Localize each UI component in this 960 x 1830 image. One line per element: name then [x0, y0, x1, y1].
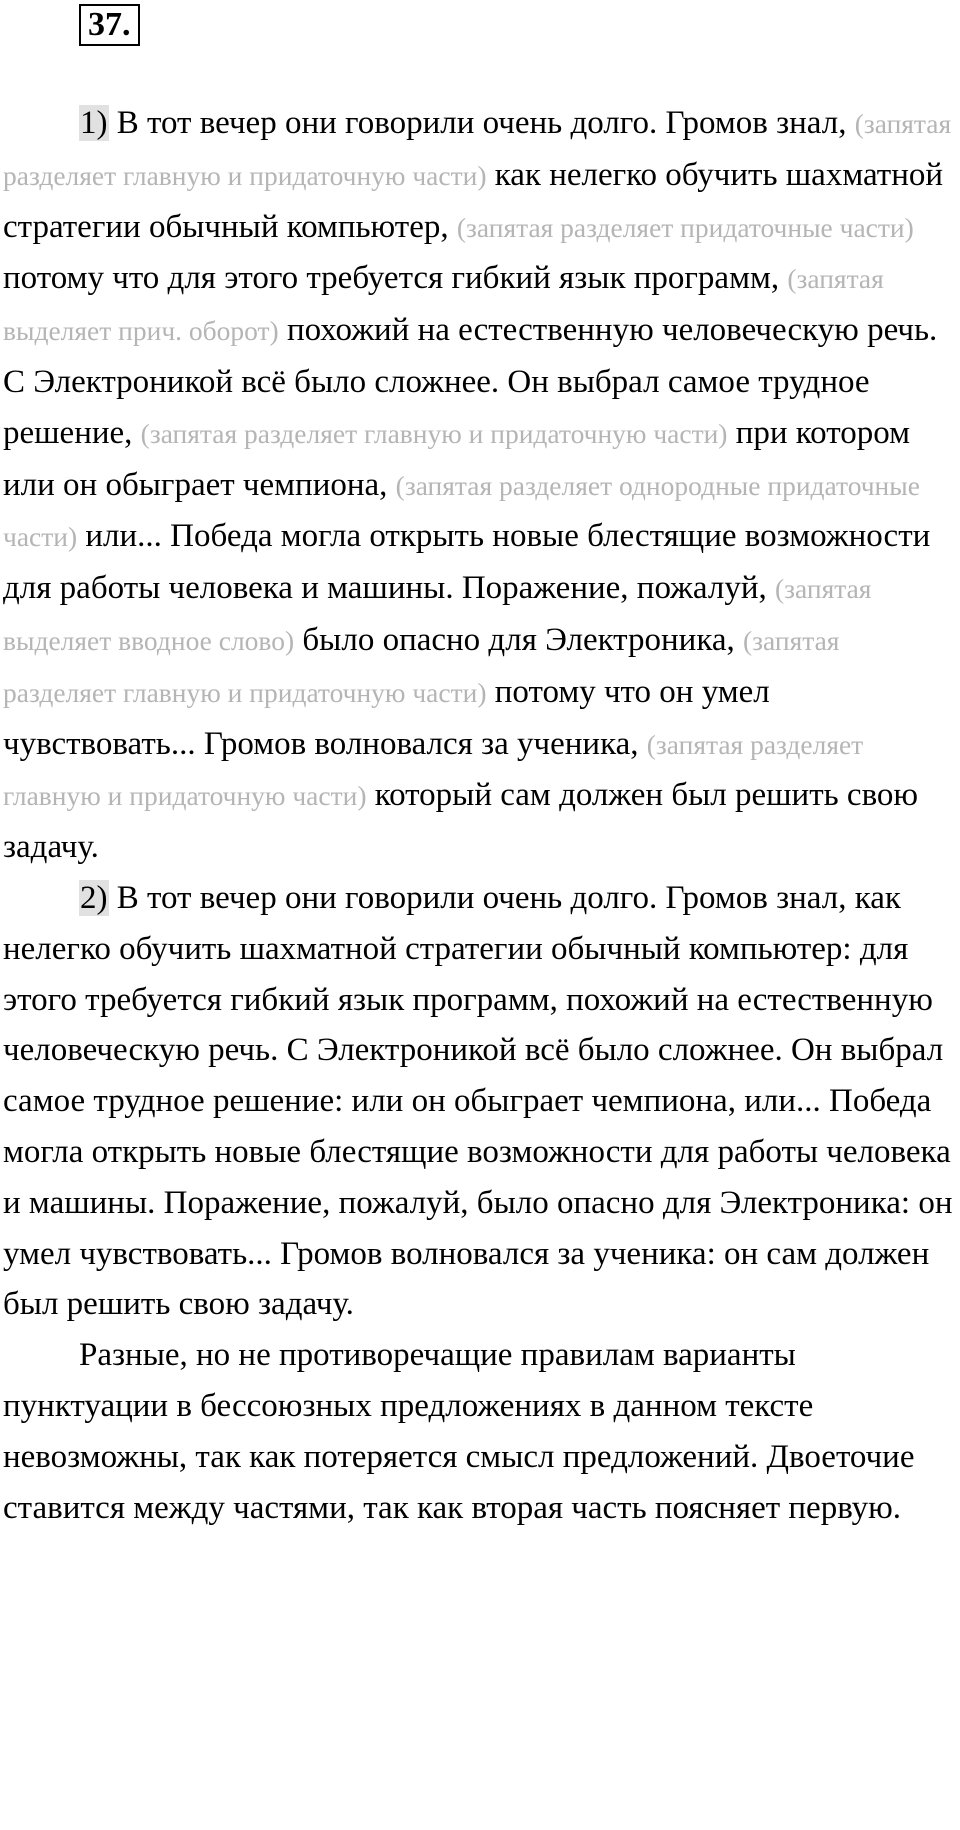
sentence-text: потому что для этого требуется гибкий язык программ, — [3, 260, 788, 297]
sentence-text: В тот вечер они говорили очень долго. Громов знал, как нелегко обучить шахматной стратегии обычный компьютер: для этого требуется гибкий язык программ, похожий на естественную человеческую речь. С Электроникой всё было сложнее. Он выбрал самое трудное решение: или он обыграет чемпиона, или... Победа могла открыть новые блестящие возможности для работы человека и машины. Поражение, пожалуй, было опасно для Электроника: он умел чувствовать... Громов волновался за ученика: он сам должен был решить свою задачу. — [3, 879, 953, 1323]
variant-marker: 1) — [80, 105, 108, 141]
punctuation-note: (запятая разделяет главную и придаточную части) — [3, 624, 840, 708]
punctuation-note: (запятая разделяет главную и придаточную части) — [140, 417, 728, 449]
punctuation-note: (запятая выделяет прич. оборот) — [3, 263, 884, 347]
punctuation-note: (запятая разделяет главную и придаточную части) — [3, 108, 952, 191]
variant-marker: 2) — [80, 879, 108, 916]
sentence-text: как нелегко обучить шахматной стратегии обычный компьютер, — [3, 156, 944, 245]
paragraph-variant-1 — [3, 98, 958, 873]
punctuation-note: (запятая разделяет придаточные части) — [456, 211, 914, 243]
punctuation-note: (запятая выделяет вводное слово) — [3, 573, 872, 656]
sentence-text: В тот вечер они говорили очень долго. Громов знал, — [108, 105, 855, 141]
sentence-text: потому что он умел чувствовать... Громов волновался за ученика, — [3, 673, 770, 762]
punctuation-note: (запятая разделяет однородные придаточные части) — [3, 469, 920, 553]
paragraph-variant-2 — [3, 873, 958, 1330]
task-number: 37. — [79, 4, 140, 46]
sentence-text: или... Победа могла открыть новые блестящие возможности для работы человека и машины. Поражение, пожалуй, — [3, 518, 931, 607]
sentence-text: было опасно для Электроника, — [294, 621, 744, 658]
sentence-text: который сам должен был решить свою задачу. — [3, 777, 919, 866]
sentence-text: похожий на естественную человеческую речь. С Электроникой всё было сложнее. Он выбрал самое трудное решение, — [3, 312, 938, 451]
punctuation-note: (запятая разделяет главную и придаточную части) — [3, 728, 864, 812]
answer-text — [3, 98, 958, 1533]
paragraph-conclusion: Разные, но не противоречащие правилам варианты пунктуации в бессоюзных предложениях в данном тексте невозможны, так как потеряется смысл предложений. Двоеточие ставится между частями, так как вторая часть поясняет первую. — [3, 1337, 915, 1526]
sentence-text: при котором или он обыграет чемпиона, — [3, 414, 910, 503]
